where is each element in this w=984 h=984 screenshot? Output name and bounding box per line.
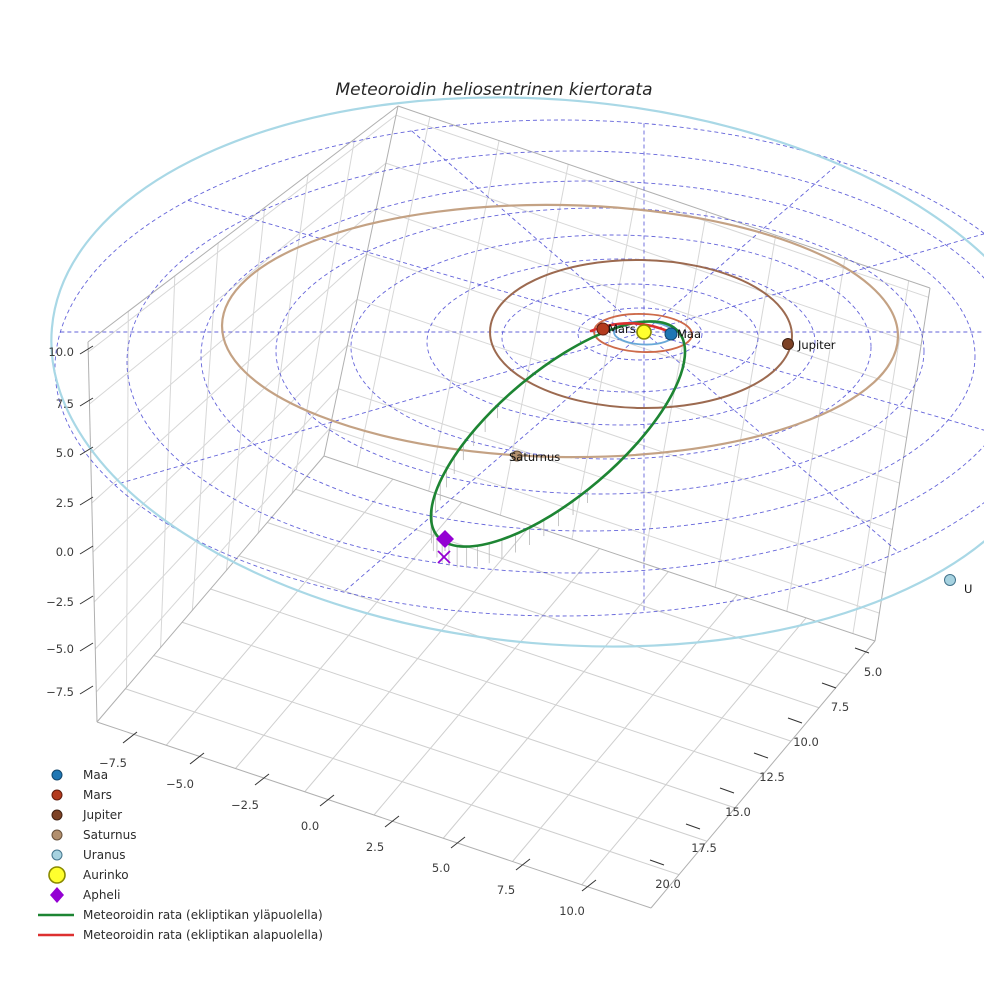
x-tick-label: 0.0	[300, 819, 320, 833]
mars-label: Mars	[608, 322, 636, 336]
x-tick-mark	[451, 837, 465, 848]
z-tick-label: 5.0	[55, 446, 74, 460]
polar-ring	[502, 284, 758, 392]
x-tick-label: 10.0	[559, 904, 585, 918]
x-tick-mark	[190, 753, 204, 764]
floor-xline	[267, 523, 819, 708]
z-tick-label: 2.5	[55, 496, 74, 510]
y-tick-mark	[686, 824, 700, 829]
axes-box-edge	[324, 106, 398, 456]
legend-label-6: Apheli	[83, 888, 121, 902]
left-wall-zline	[95, 389, 338, 649]
y-tick-mark	[720, 788, 734, 793]
legend-label-1: Mars	[83, 788, 112, 802]
legend-marker-2	[52, 810, 62, 820]
legend-marker-6	[50, 887, 64, 903]
z-tick-label: 10.0	[48, 345, 74, 359]
floor-yline	[443, 572, 668, 839]
y-tick-label: 17.5	[691, 841, 717, 855]
z-tick-label: −2.5	[46, 595, 74, 609]
orbit-drop-stems	[431, 405, 587, 568]
y-tick-mark	[822, 683, 836, 688]
floor-yline	[374, 549, 600, 816]
left-wall-zline	[89, 163, 385, 404]
legend-label-2: Jupiter	[83, 808, 123, 822]
left-wall-zline	[88, 115, 396, 352]
axes-box-edge	[875, 288, 930, 641]
saturnus-orbit	[220, 199, 900, 463]
right-wall-vline	[715, 235, 776, 587]
y-tick-label: 20.0	[655, 877, 681, 891]
z-tick-label: 0.0	[55, 545, 74, 559]
left-wall-vline	[192, 243, 218, 610]
axes-box-edge	[324, 456, 875, 641]
y-tick-mark	[650, 860, 664, 865]
axes-box-edge	[97, 722, 651, 908]
left-wall-vline	[292, 139, 354, 493]
y-tick-label: 7.5	[830, 700, 850, 714]
legend-marker-4	[52, 850, 62, 860]
saturnus-label: Saturnus	[509, 450, 561, 464]
uranus-marker	[945, 575, 956, 586]
x-tick-mark	[516, 859, 530, 870]
floor-xline	[239, 556, 791, 741]
right-wall-vline	[787, 259, 845, 612]
x-tick-mark	[385, 816, 399, 827]
chart-title: Meteoroidin heliosentrinen kiertorata	[335, 80, 653, 100]
right-wall-zline	[338, 389, 885, 573]
legend-label-8: Meteoroidin rata (ekliptikan alapuolella)	[83, 928, 323, 942]
floor-yline	[513, 595, 738, 862]
y-tick-label: 5.0	[863, 665, 883, 679]
z-tick-mark	[80, 497, 93, 505]
right-wall-vline	[853, 281, 909, 634]
x-tick-mark	[123, 732, 137, 743]
axes-box-edge	[88, 106, 398, 342]
z-tick-mark	[80, 596, 93, 604]
x-tick-label: −7.5	[99, 756, 127, 770]
z-tick-mark	[80, 686, 93, 694]
y-tick-label: 12.5	[759, 770, 785, 784]
x-tick-label: −5.0	[166, 777, 194, 791]
right-wall-vline	[429, 141, 499, 492]
legend-marker-3	[52, 830, 62, 840]
left-wall-vline	[226, 207, 264, 570]
legend-marker-5	[49, 867, 65, 883]
legend-label-3: Saturnus	[83, 828, 137, 842]
z-tick-mark	[80, 546, 93, 554]
polar-ring	[201, 181, 975, 531]
right-wall-vline	[357, 117, 430, 467]
axes-pane-grid	[88, 106, 930, 908]
legend-marker-1	[52, 790, 62, 800]
y-tick-mark	[754, 753, 768, 758]
axes-box-edge	[97, 456, 324, 722]
legend-label-0: Maa	[83, 768, 109, 782]
legend-label-7: Meteoroidin rata (ekliptikan yläpuolella)	[83, 908, 323, 922]
y-tick-mark	[788, 718, 802, 723]
z-tick-label: 7.5	[55, 397, 74, 411]
left-wall-vline	[127, 311, 129, 687]
legend-marker-0	[52, 770, 62, 780]
legend-label-5: Aurinko	[83, 868, 129, 882]
jupiter-label: Jupiter	[798, 338, 836, 352]
maa-marker	[665, 328, 677, 340]
left-wall-zline	[91, 208, 377, 453]
maa-label: Maa	[677, 327, 702, 341]
polar-spoke	[115, 234, 984, 485]
z-tick-mark	[80, 643, 93, 651]
z-tick-mark	[80, 398, 93, 406]
y-tick-label: 15.0	[725, 805, 751, 819]
sun-marker	[637, 325, 651, 339]
x-tick-label: −2.5	[231, 798, 259, 812]
x-tick-label: 2.5	[365, 840, 385, 854]
right-wall-zline	[347, 345, 892, 529]
x-tick-label: 7.5	[496, 883, 516, 897]
jupiter-marker	[783, 339, 794, 350]
x-tick-label: 5.0	[431, 861, 451, 875]
uranus-label: U	[964, 582, 973, 596]
z-tick-label: −5.0	[46, 642, 74, 656]
y-tick-label: 10.0	[793, 735, 819, 749]
legend	[38, 768, 323, 942]
z-tick-label: −7.5	[46, 685, 74, 699]
legend-label-4: Uranus	[83, 848, 126, 862]
